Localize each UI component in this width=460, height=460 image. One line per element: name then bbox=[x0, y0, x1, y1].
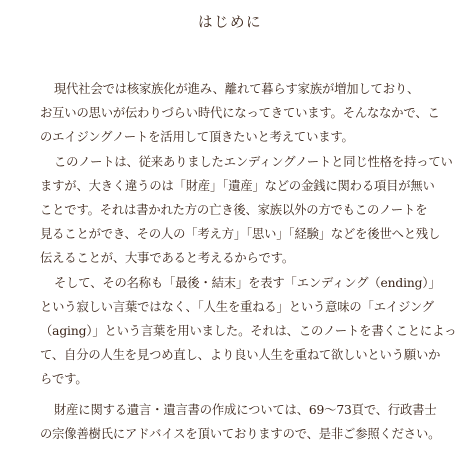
text-line: このノートは、従来ありましたエンディングノートと同じ性格を持ってい bbox=[54, 154, 453, 169]
text-line: ますが、大きく違うのは「財産」「遺産」などの金銭に関わる項目が無い bbox=[40, 178, 435, 193]
text-line: らです。 bbox=[40, 372, 88, 387]
body-text bbox=[40, 77, 457, 391]
text-line: 現代社会では核家族化が進み、離れて暮らす家族が増加しており、 bbox=[54, 82, 420, 96]
text-line: （aging）」という言葉を用いました。それは、このノートを書くことによっ bbox=[40, 323, 457, 338]
text-line: お互いの思いが伝わりづらい時代になってきています。そんななかで、こ bbox=[40, 106, 440, 121]
page-title: はじめに bbox=[198, 15, 262, 31]
text-line: のエイジングノートを活用して頂きたいと考えています。 bbox=[40, 130, 354, 145]
text-line: て、自分の人生を見つめ直し、より良い人生を重ねて欲しいという願いか bbox=[40, 348, 441, 363]
text-line: 見ることができ、その人の「考え方」「思い」「経験」などを後世へと残し bbox=[40, 227, 441, 242]
footnote-line: 財産に関する遺言・遺言書の作成については、69〜73頁で、行政書士 bbox=[54, 403, 437, 417]
footnote bbox=[40, 398, 440, 446]
footnote-line: の宗像善樹氏にアドバイスを頂いておりますので、是非ご参照ください。 bbox=[40, 427, 441, 442]
text-line: 伝えることが、大事であると考えるからです。 bbox=[40, 251, 294, 266]
text-line: ことです。それは書かれた方の亡き後、家族以外の方でもこのノートを bbox=[40, 202, 428, 217]
text-line: そして、その名称も「最後・結末」を表す「エンディング（ending）」 bbox=[54, 275, 441, 290]
text-line: という寂しい言葉ではなく、「人生を重ねる」という意味の「エイジング bbox=[40, 299, 434, 314]
